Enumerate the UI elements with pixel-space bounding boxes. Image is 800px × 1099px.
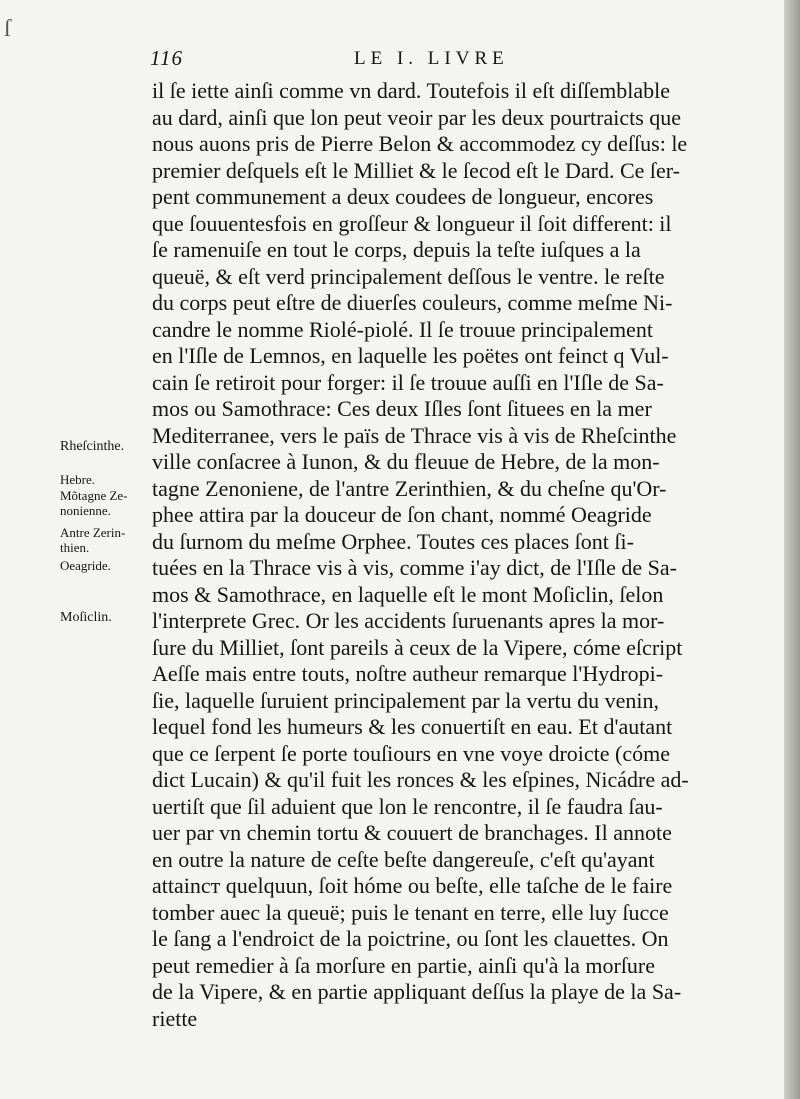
text-line: que ſouuentesfois en groſſeur & longueur il ſoit different: il xyxy=(152,210,672,236)
text-line: que ce ſerpent ſe porte touſiours en vne voye droicte (cóme xyxy=(152,740,671,766)
text-line: pent communement a deux coudees de longueur, encores xyxy=(152,184,654,209)
text-line: tomber auec la queuë; puis le tenant en terre, elle luy ſucce xyxy=(152,899,669,925)
text-line: ſe ramenuiſe en tout le corps, depuis la teſte iuſques a la xyxy=(152,237,641,262)
text-line: premier deſquels eſt le Milliet & le ſecod eſt le Dard. Ce ſer- xyxy=(152,157,680,183)
margin-note-mosiclin: Moſiclin. xyxy=(60,611,112,625)
text-line: uertiſt que ſil aduient que lon le rencontre, il ſe faudra ſau- xyxy=(152,793,663,819)
text-line: mos & Samothrace, en laquelle eſt le mont Moſiclin, ſelon xyxy=(152,581,664,607)
text-line: tagne Zenonienе, de l'antre Zerinthien, & du cheſne qu'Or- xyxy=(152,475,667,501)
text-line: ville conſacree à Iunon, & du fleuue de Hebre, de la mon- xyxy=(152,449,660,474)
text-line: du ſurnom du meſme Orphee. Toutes ces places ſont ſi- xyxy=(152,528,634,554)
text-line: attaincт quelquun, ſoit hóme ou beſte, elle taſche de le faire xyxy=(152,873,673,898)
text-line: il ſe iette ainſi comme vn dard. Toutefois il eſt diſſemblable xyxy=(152,78,670,103)
text-line: tuées en la Thrace vis à vis, comme i'ay dict, de l'Iſle de Sa- xyxy=(152,555,677,580)
page-header xyxy=(150,46,750,76)
text-line: nous auons pris de Pierre Belon & accommodez cy deſſus: le xyxy=(152,131,688,156)
text-line: riette xyxy=(152,1005,198,1031)
text-line: lequel fond les humeurs & les conuertiſt en eau. Et d'autant xyxy=(152,714,673,739)
page-number: 116 xyxy=(150,46,183,70)
page-edge xyxy=(784,0,800,1099)
text-line: le ſang a l'endroict de la poictrine, ou ſont les clauettes. On xyxy=(152,926,669,951)
text-line: dict Lucain) & qu'il fuit les ronces & les eſpines, Nicádre ad- xyxy=(152,767,689,792)
text-line: au dard, ainſi que lon peut veoir par les deux pourtraicts que xyxy=(152,104,682,130)
text-line: de la Vipere, & en partie appliquant deſſus la playe de la Sa- xyxy=(152,979,682,1004)
margin-note-zenonienne: nonienne. xyxy=(60,504,111,518)
text-line: phee attira par la douceur de ſon chant, nommé Oeagride xyxy=(152,502,652,527)
text-line: en l'Iſle de Lemnos, en laquelle les poëtes ont feinct q Vul- xyxy=(152,343,669,368)
text-line: mos ou Samothrace: Ces deux Iſles ſont ſituees en la mer xyxy=(152,396,652,421)
margin-note-zerinthien: thien. xyxy=(60,541,90,555)
text-line: Aeſſe mais entre touts, noſtre autheur remarque l'Hydropi- xyxy=(152,661,664,686)
margin-note-montagne: Mõtagne Ze- xyxy=(60,489,128,503)
body-text xyxy=(152,78,752,1032)
text-line: du corps peut eſtre de diuerſes couleurs, comme meſme Ni- xyxy=(152,290,673,315)
text-line: ſure du Milliet, ſont pareils à ceux de la Vipere, cóme eſcript xyxy=(152,634,683,660)
margin-note-oeagride: Oeagride. xyxy=(60,559,111,573)
margin-note-hebre: Hebre. xyxy=(60,473,96,487)
running-head: LE I. LIVRE xyxy=(354,48,509,69)
text-line: ſie, laquelle ſuruient principalement par la vertu du venin, xyxy=(152,687,660,713)
text-line: Mediterranee, vers le païs de Thrace vis à vis de Rheſcinthe xyxy=(152,422,677,448)
text-line: en outre la nature de ceſte beſte dangereuſe, c'eſt qu'ayant xyxy=(152,846,655,872)
text-line: cain ſe retiroit pour forger: il ſe trouue auſſi en l'Iſle de Sa- xyxy=(152,369,664,395)
text-line: uer par vn chemin tortu & couuert de branchages. Il annote xyxy=(152,820,672,845)
text-line: queuë, & eſt verd principalement deſſous le ventre. le reſte xyxy=(152,263,665,289)
margin-note-rhescinthe: Rheſcinthe. xyxy=(60,440,125,454)
text-line: peut remedier à ſa morſure en partie, ainſi qu'à la morſure xyxy=(152,952,656,978)
text-line: l'interprete Grec. Or les accidents ſuruenants apres la mor- xyxy=(152,608,665,633)
margin-note-antre: Antre Zerin- xyxy=(60,526,126,540)
corner-ink-mark: ſ xyxy=(4,16,11,42)
text-line: candre le nomme Riolé-piolé. Il ſe trouue principalement xyxy=(152,316,653,342)
